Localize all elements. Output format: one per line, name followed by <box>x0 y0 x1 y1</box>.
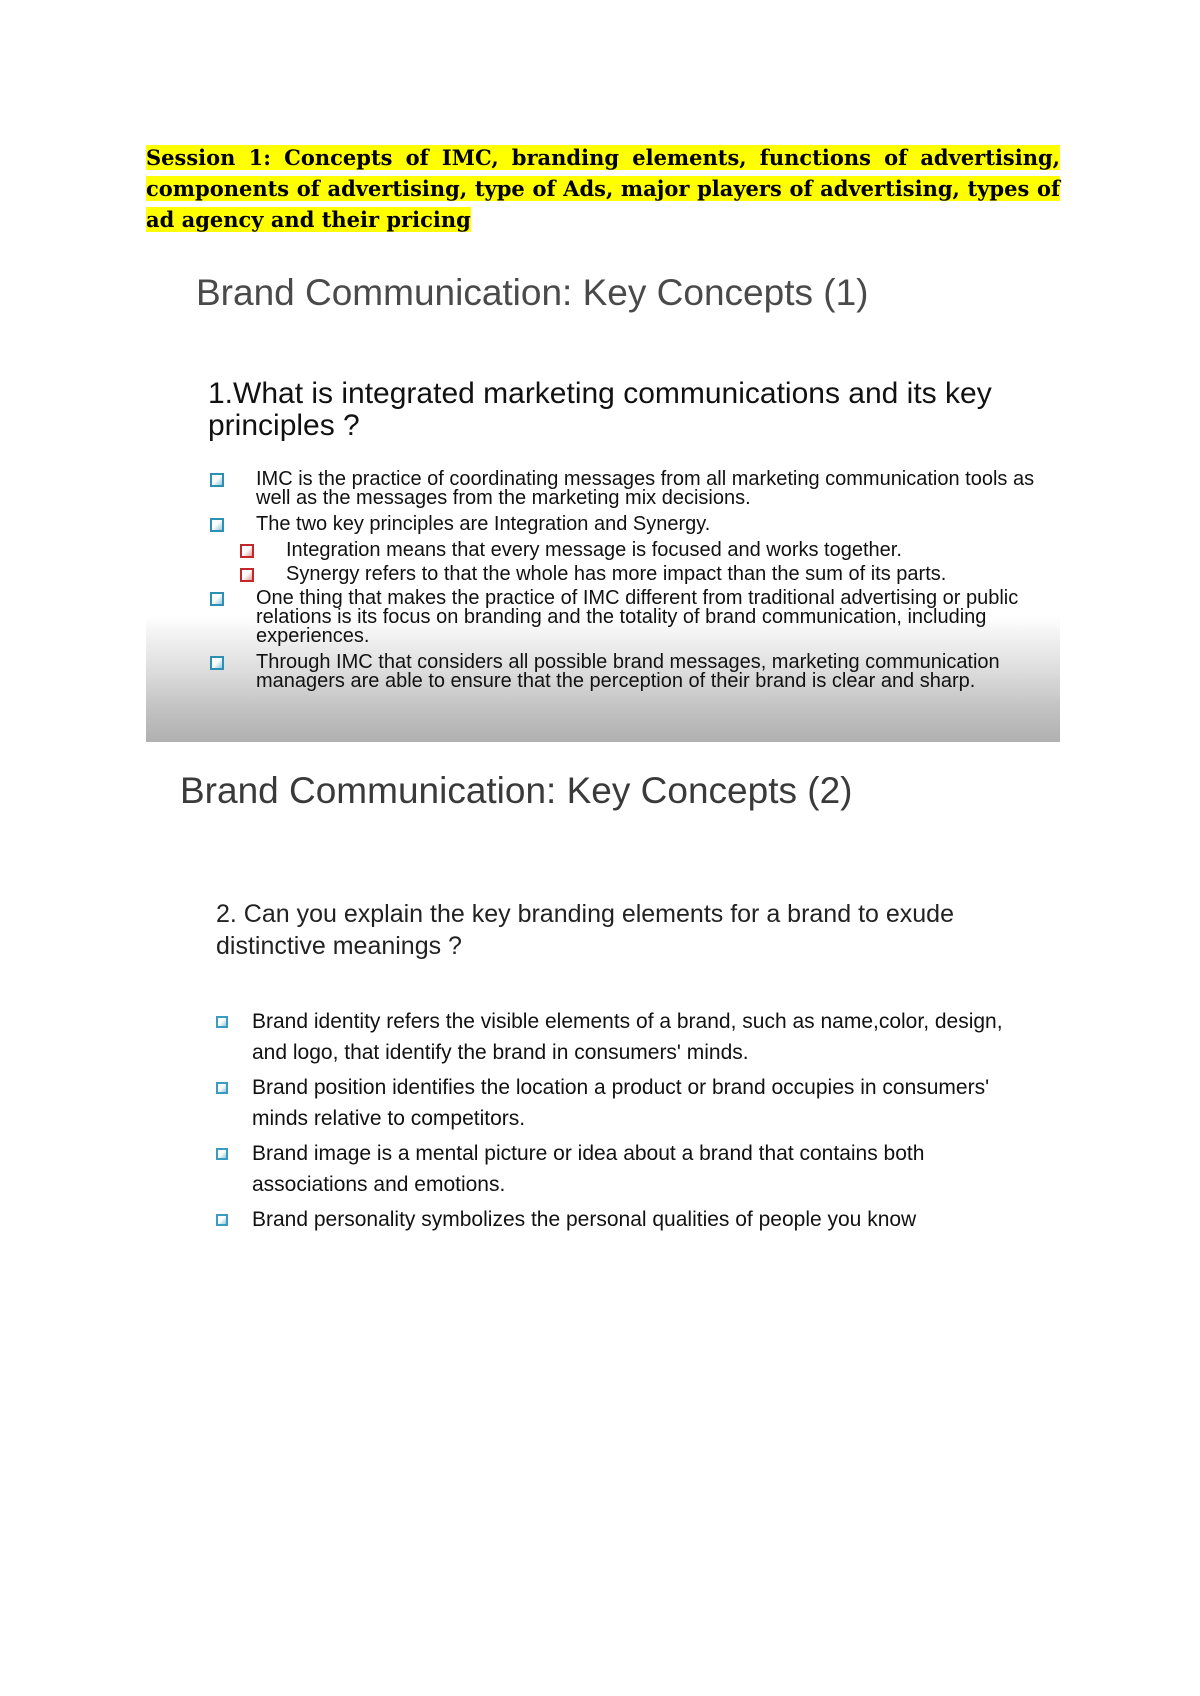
slide-key-concepts-2 <box>146 770 1060 1240</box>
list-item <box>208 470 1056 508</box>
list-item <box>208 541 1056 560</box>
slide-question: 2. Can you explain the key branding elements for a brand to exude distinctive meanings ? <box>216 900 954 960</box>
bullet-text: Brand identity refers the visible elements of a brand, such as name,color, design, and logo, that identify the brand in consumers' minds. <box>252 1010 1003 1064</box>
square-bullet-blue-icon <box>216 1082 228 1094</box>
session-heading-text: Session 1: Concepts of IMC, branding elements, functions of advertising, components of advertising, type of Ads, major players of advertising, types of ad agency and their pricing <box>146 145 1060 232</box>
square-bullet-blue-icon <box>216 1148 228 1160</box>
list-item <box>208 565 1056 584</box>
list-item <box>208 515 1056 534</box>
bullet-text: Integration means that every message is focused and works together. <box>286 539 902 561</box>
square-bullet-blue-icon <box>210 592 224 606</box>
slide-question: 1.What is integrated marketing communications and its key principles ? <box>208 377 992 442</box>
list-item <box>214 1072 1034 1134</box>
bullet-text: Synergy refers to that the whole has more impact than the sum of its parts. <box>286 563 947 585</box>
list-item <box>214 1006 1034 1068</box>
bullet-text: The two key principles are Integration and Synergy. <box>256 513 711 535</box>
session-heading <box>146 142 1060 235</box>
bullet-list <box>214 1006 1034 1239</box>
square-bullet-blue-icon <box>210 656 224 670</box>
square-bullet-red-icon <box>240 544 254 558</box>
square-bullet-blue-icon <box>210 518 224 532</box>
bullet-text: Brand position identifies the location a product or brand occupies in consumers' minds relative to competitors. <box>252 1076 990 1130</box>
slide-title: Brand Communication: Key Concepts (2) <box>180 770 853 811</box>
bullet-text: One thing that makes the practice of IMC different from traditional advertising or public relations is its focus on branding and the totality of brand communication, including experiences. <box>256 587 1019 647</box>
square-bullet-blue-icon <box>216 1214 228 1226</box>
square-bullet-blue-icon <box>210 473 224 487</box>
square-bullet-blue-icon <box>216 1016 228 1028</box>
list-item <box>214 1204 1034 1235</box>
bullet-text: Brand personality symbolizes the personal qualities of people you know <box>252 1208 917 1231</box>
bullet-text: IMC is the practice of coordinating messages from all marketing communication tools as well as the messages from the marketing mix decisions. <box>256 468 1035 509</box>
square-bullet-red-icon <box>240 568 254 582</box>
list-item <box>208 653 1056 691</box>
bullet-text: Brand image is a mental picture or idea about a brand that contains both associations and emotions. <box>252 1142 925 1196</box>
bullet-text: Through IMC that considers all possible brand messages, marketing communication managers are able to ensure that the perception of their brand is clear and sharp. <box>256 651 1000 692</box>
slide-key-concepts-1 <box>146 262 1060 742</box>
slide-title: Brand Communication: Key Concepts (1) <box>196 272 869 313</box>
list-item <box>208 589 1056 646</box>
list-item <box>214 1138 1034 1200</box>
bullet-list <box>208 470 1056 698</box>
